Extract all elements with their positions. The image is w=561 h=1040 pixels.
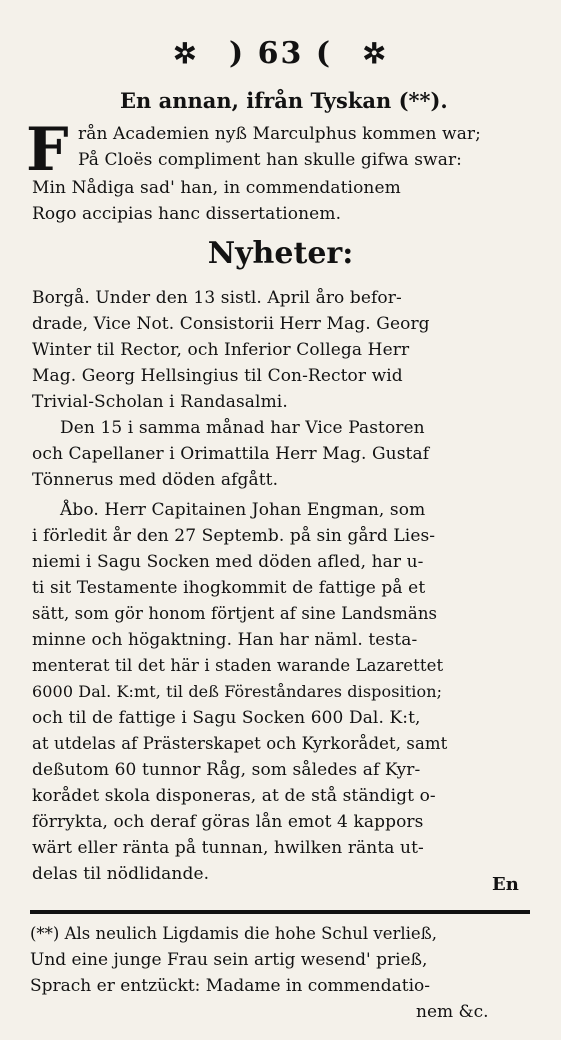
- text-line: Winter til Rector, och Inferior Collega Herr: [32, 340, 410, 360]
- ornament-star-right-icon: ✲: [362, 37, 388, 70]
- text-line: i förledit år den 27 Septemb. på sin gård Lies-: [32, 526, 436, 546]
- page-number: ) 63 (: [228, 36, 333, 71]
- text-line: minne och högaktning. Han har näml. testa-: [32, 630, 418, 650]
- footnote-line: Sprach er entzückt: Madame in commendatio-: [30, 976, 430, 996]
- text-line: och til de fattige i Sagu Socken 600 Dal. K:t,: [32, 708, 421, 728]
- text-line: Den 15 i samma månad har Vice Pastoren: [60, 418, 425, 438]
- catchword: En: [492, 874, 519, 895]
- text-line: wärt eller ränta på tunnan, hwilken ränta ut-: [32, 838, 424, 858]
- text-line: sätt, som gör honom förtjent af sine Landsmäns: [32, 604, 438, 623]
- footnote-rule: [30, 910, 530, 914]
- text-line: förrykta, och deraf göras lån emot 4 kappors: [32, 812, 424, 832]
- page-header: [0, 36, 561, 71]
- text-line: deßutom 60 tunnor Råg, som således af Kyr-: [32, 760, 421, 780]
- section-heading: Nyheter:: [207, 236, 354, 271]
- text-line: menterat til det här i staden warande Lazarettet: [32, 656, 444, 675]
- text-line: at utdelas af Prästerskapet och Kyrkorådet, samt: [32, 734, 448, 753]
- text-line: korådet skola disponeras, at de stå ständigt o-: [32, 786, 436, 806]
- footnote-line: nem &c.: [416, 1002, 489, 1022]
- text-line: och Capellaner i Orimattila Herr Mag. Gustaf: [32, 444, 430, 464]
- text-line: delas til nödlidande.: [32, 864, 210, 884]
- text-line: Mag. Georg Hellsingius til Con-Rector wid: [32, 366, 403, 386]
- poem-line: Min Nådiga sad' han, in commendationem: [32, 178, 401, 198]
- poem-line: Rogo accipias hanc dissertationem.: [32, 204, 342, 224]
- poem-title: En annan, ifrån Tyskan (**).: [120, 88, 448, 113]
- text-line: Trivial-Scholan i Randasalmi.: [32, 392, 288, 412]
- text-line: drade, Vice Not. Consistorii Herr Mag. Georg: [32, 314, 430, 334]
- ornament-star-left-icon: ✲: [173, 37, 199, 70]
- drop-cap: F: [26, 115, 69, 185]
- text-line: 6000 Dal. K:mt, til deß Föreståndares disposition;: [32, 682, 443, 701]
- text-line: niemi i Sagu Socken med döden afled, har u-: [32, 552, 424, 572]
- poem-line: rån Academien nyß Marculphus kommen war;: [78, 124, 481, 144]
- text-line: ti sit Testamente ihogkommit de fattige på et: [32, 578, 426, 598]
- text-line: Borgå. Under den 13 sistl. April åro befor-: [32, 288, 402, 308]
- footnote-line: Und eine junge Frau sein artig wesend' prieß,: [30, 950, 428, 970]
- footnote-line: (**) Als neulich Ligdamis die hohe Schul verließ,: [30, 924, 437, 943]
- text-line: Tönnerus med döden afgått.: [32, 470, 279, 490]
- poem-line: På Cloës compliment han skulle gifwa swar:: [78, 150, 462, 170]
- text-line: Åbo. Herr Capitainen Johan Engman, som: [60, 500, 426, 520]
